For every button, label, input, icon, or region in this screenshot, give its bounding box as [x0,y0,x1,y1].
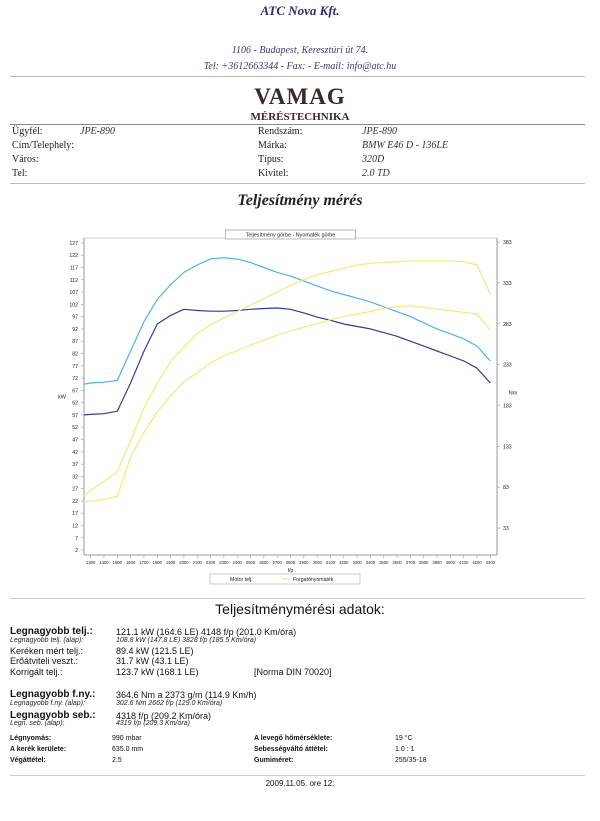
brand-divider [10,124,585,125]
result-label: Keréken mért telj.: [10,646,84,656]
y-left-tick-label: 117 [69,265,78,272]
y-left-tick-label: 92 [72,326,78,333]
x-axis-label: f/p [287,568,294,574]
variant-value: 2.0 TD [362,168,390,179]
y-right-tick-label: 133 [503,444,512,451]
result-value: 89.4 kW (121.5 LE) [116,646,194,656]
x-tick-label: 2000 [179,560,189,565]
condition-value: 1.0 : 1 [395,746,415,753]
footer-divider [10,775,585,776]
y-left-tick-label: 122 [69,253,78,260]
y-left-tick-label: 62 [72,400,78,407]
result-value: 31.7 kW (43.1 LE) [116,656,189,666]
condition-label: A levegő hőmérséklete: [254,735,333,742]
result-value: 121.1 kW (164.6 LE) 4148 f/p (201.0 Km/óra) [116,627,297,637]
x-tick-label: 3600 [392,560,402,565]
condition-value: 990 mbar [112,735,142,742]
series-line-1 [84,308,490,415]
city-label: Város: [12,154,39,165]
y-left-tick-label: 77 [72,363,78,370]
y-left-tick-label: 2 [75,548,78,555]
chart-heading: Teljesítmény mérés [237,192,363,209]
x-tick-label: 3700 [405,560,416,565]
condition-label: Légnyomás: [10,735,52,742]
x-tick-label: 2900 [299,560,309,565]
result-label: Legnagyobb telj. (alap): [10,637,84,644]
y-right-tick-label: 333 [503,280,512,287]
y-left-tick-label: 72 [72,376,78,383]
company-contact: Tel: +3612663344 - Fax: - E-mail: info@atc.hu [203,61,397,72]
x-tick-label: 2800 [285,560,296,565]
y-left-tick-label: 87 [72,339,78,346]
condition-label: A kerék kerülete: [10,746,67,753]
x-tick-label: 3900 [432,560,442,565]
x-tick-label: 1400 [99,560,109,565]
x-tick-label: 2200 [205,560,216,565]
condition-value: 255/35-18 [395,757,427,764]
y-left-tick-label: 127 [69,240,78,247]
result-label: Legnagyobb f.ny.: [10,689,96,700]
y-left-tick-label: 7 [75,535,78,542]
y-left-tick-label: 82 [72,351,78,358]
company-name: ATC Nova Kft. [260,3,340,18]
y-left-tick-label: 107 [69,290,78,297]
x-tick-label: 3000 [312,560,322,565]
results-divider [10,598,585,599]
plate-label: Rendszám: [258,126,303,137]
y-right-tick-label: 33 [503,526,509,533]
x-tick-label: 1600 [125,560,136,565]
result-norm: [Norma DIN 70020] [254,667,332,677]
y-right-tick-label: 283 [503,321,512,328]
y-left-tick-label: 57 [72,412,78,419]
x-tick-label: 2600 [259,560,269,565]
y-right-tick-label: 83 [503,485,509,492]
result-label: Legnagyobb seb.: [10,710,96,721]
chart-title: Teljesítmény görbe - Nyomaték görbe [245,232,336,239]
result-value: 302.6 Nm 2662 f/p (129.0 Km/óra) [116,700,223,707]
make-value: BMW E46 D - 136LE [362,140,449,151]
type-label: Típus: [258,154,284,165]
condition-value: 635.0 mm [112,746,144,753]
variant-label: Kivitel: [258,168,289,179]
condition-value: 19 °C [395,735,413,742]
series-line-0 [84,258,490,385]
result-label: Erőátviteli veszt.: [10,656,79,666]
y-right-axis-label: Nm [508,390,518,397]
series-line-3 [84,306,490,502]
header-divider [10,76,585,77]
plate-value: JPE-890 [362,126,397,137]
client-label: Ügyfél: [12,126,43,137]
result-value: 4319 f/p (209.3 Km/óra) [116,720,190,727]
y-left-tick-label: 42 [72,449,78,456]
x-tick-label: 2100 [192,560,202,565]
result-value: 364.6 Nm a 2373 g/m (114.9 Km/h) [116,690,257,700]
result-value: 4318 f/p (209.2 Km/óra) [116,711,212,721]
x-tick-label: 1900 [165,560,176,565]
brand-logo: VAMAG [254,84,346,109]
x-tick-label: 2400 [232,560,242,565]
client-value: JPE-890 [80,126,115,137]
x-tick-label: 3100 [325,560,336,565]
x-tick-label: 1500 [112,560,122,565]
phone-label: Tel: [12,168,28,179]
y-left-tick-label: 12 [72,523,78,530]
condition-label: Végáttétel: [10,757,46,764]
y-left-tick-label: 52 [72,425,78,432]
series-line-2 [84,261,490,496]
x-tick-label: 3500 [379,560,389,565]
type-value: 320D [362,154,385,165]
y-left-tick-label: 112 [69,277,78,284]
y-left-tick-label: 37 [72,462,78,469]
y-left-tick-label: 102 [69,302,78,309]
legend-item-power: Motor telj. [230,577,253,583]
x-tick-label: 4000 [445,560,456,565]
x-tick-label: 1800 [152,560,162,565]
y-right-tick-label: 233 [503,362,512,369]
x-tick-label: 2300 [219,560,229,565]
x-tick-label: 4300 [485,560,496,565]
x-tick-label: 3300 [352,560,362,565]
dyno-chart [0,225,600,595]
result-label: Legnagyobb f.ny. (alap): [10,700,85,707]
address-label: Cím/Telephely: [12,140,75,151]
info-divider [10,183,585,184]
company-address: 1106 - Budapest, Keresztúri út 74. [231,45,369,56]
make-label: Márka: [258,140,287,151]
y-left-tick-label: 17 [72,511,78,518]
x-tick-label: 1300 [85,560,96,565]
y-right-tick-label: 383 [503,240,512,247]
y-left-tick-label: 97 [72,314,78,321]
condition-label: Sebességváltó áttétel: [254,746,328,753]
condition-label: Gumiméret: [254,757,294,764]
y-left-tick-label: 27 [72,486,78,493]
result-label: Legn. seb. (alap): [10,720,65,727]
y-left-axis-label: kW [58,394,66,401]
condition-value: 2.5 [112,757,122,764]
result-value: 123.7 kW (168.1 LE) [116,667,199,677]
x-tick-label: 3400 [365,560,376,565]
results-title: Teljesítménymérési adatok: [215,601,385,617]
x-tick-label: 4200 [472,560,482,565]
y-right-tick-label: 183 [503,403,512,410]
y-left-tick-label: 22 [72,498,78,505]
y-left-tick-label: 47 [72,437,78,444]
x-tick-label: 3800 [419,560,429,565]
result-value: 108.8 kW (147.8 LE) 3828 f/p (185.5 Km/óra) [116,637,257,644]
legend-item-torque: Forgatónyomaték [293,577,334,583]
timestamp: 2009.11.05. ore 12: [265,779,335,788]
result-label: Korrigált telj.: [10,667,63,677]
x-tick-label: 3200 [339,560,349,565]
brand-subtitle: MÉRÉSTECHNIKA [250,111,350,123]
x-tick-label: 2500 [245,560,256,565]
result-label: Legnagyobb telj.: [10,626,93,637]
y-left-tick-label: 67 [72,388,78,395]
x-tick-label: 2700 [272,560,282,565]
y-left-tick-label: 32 [72,474,78,481]
x-tick-label: 1700 [139,560,149,565]
x-tick-label: 4100 [459,560,469,565]
